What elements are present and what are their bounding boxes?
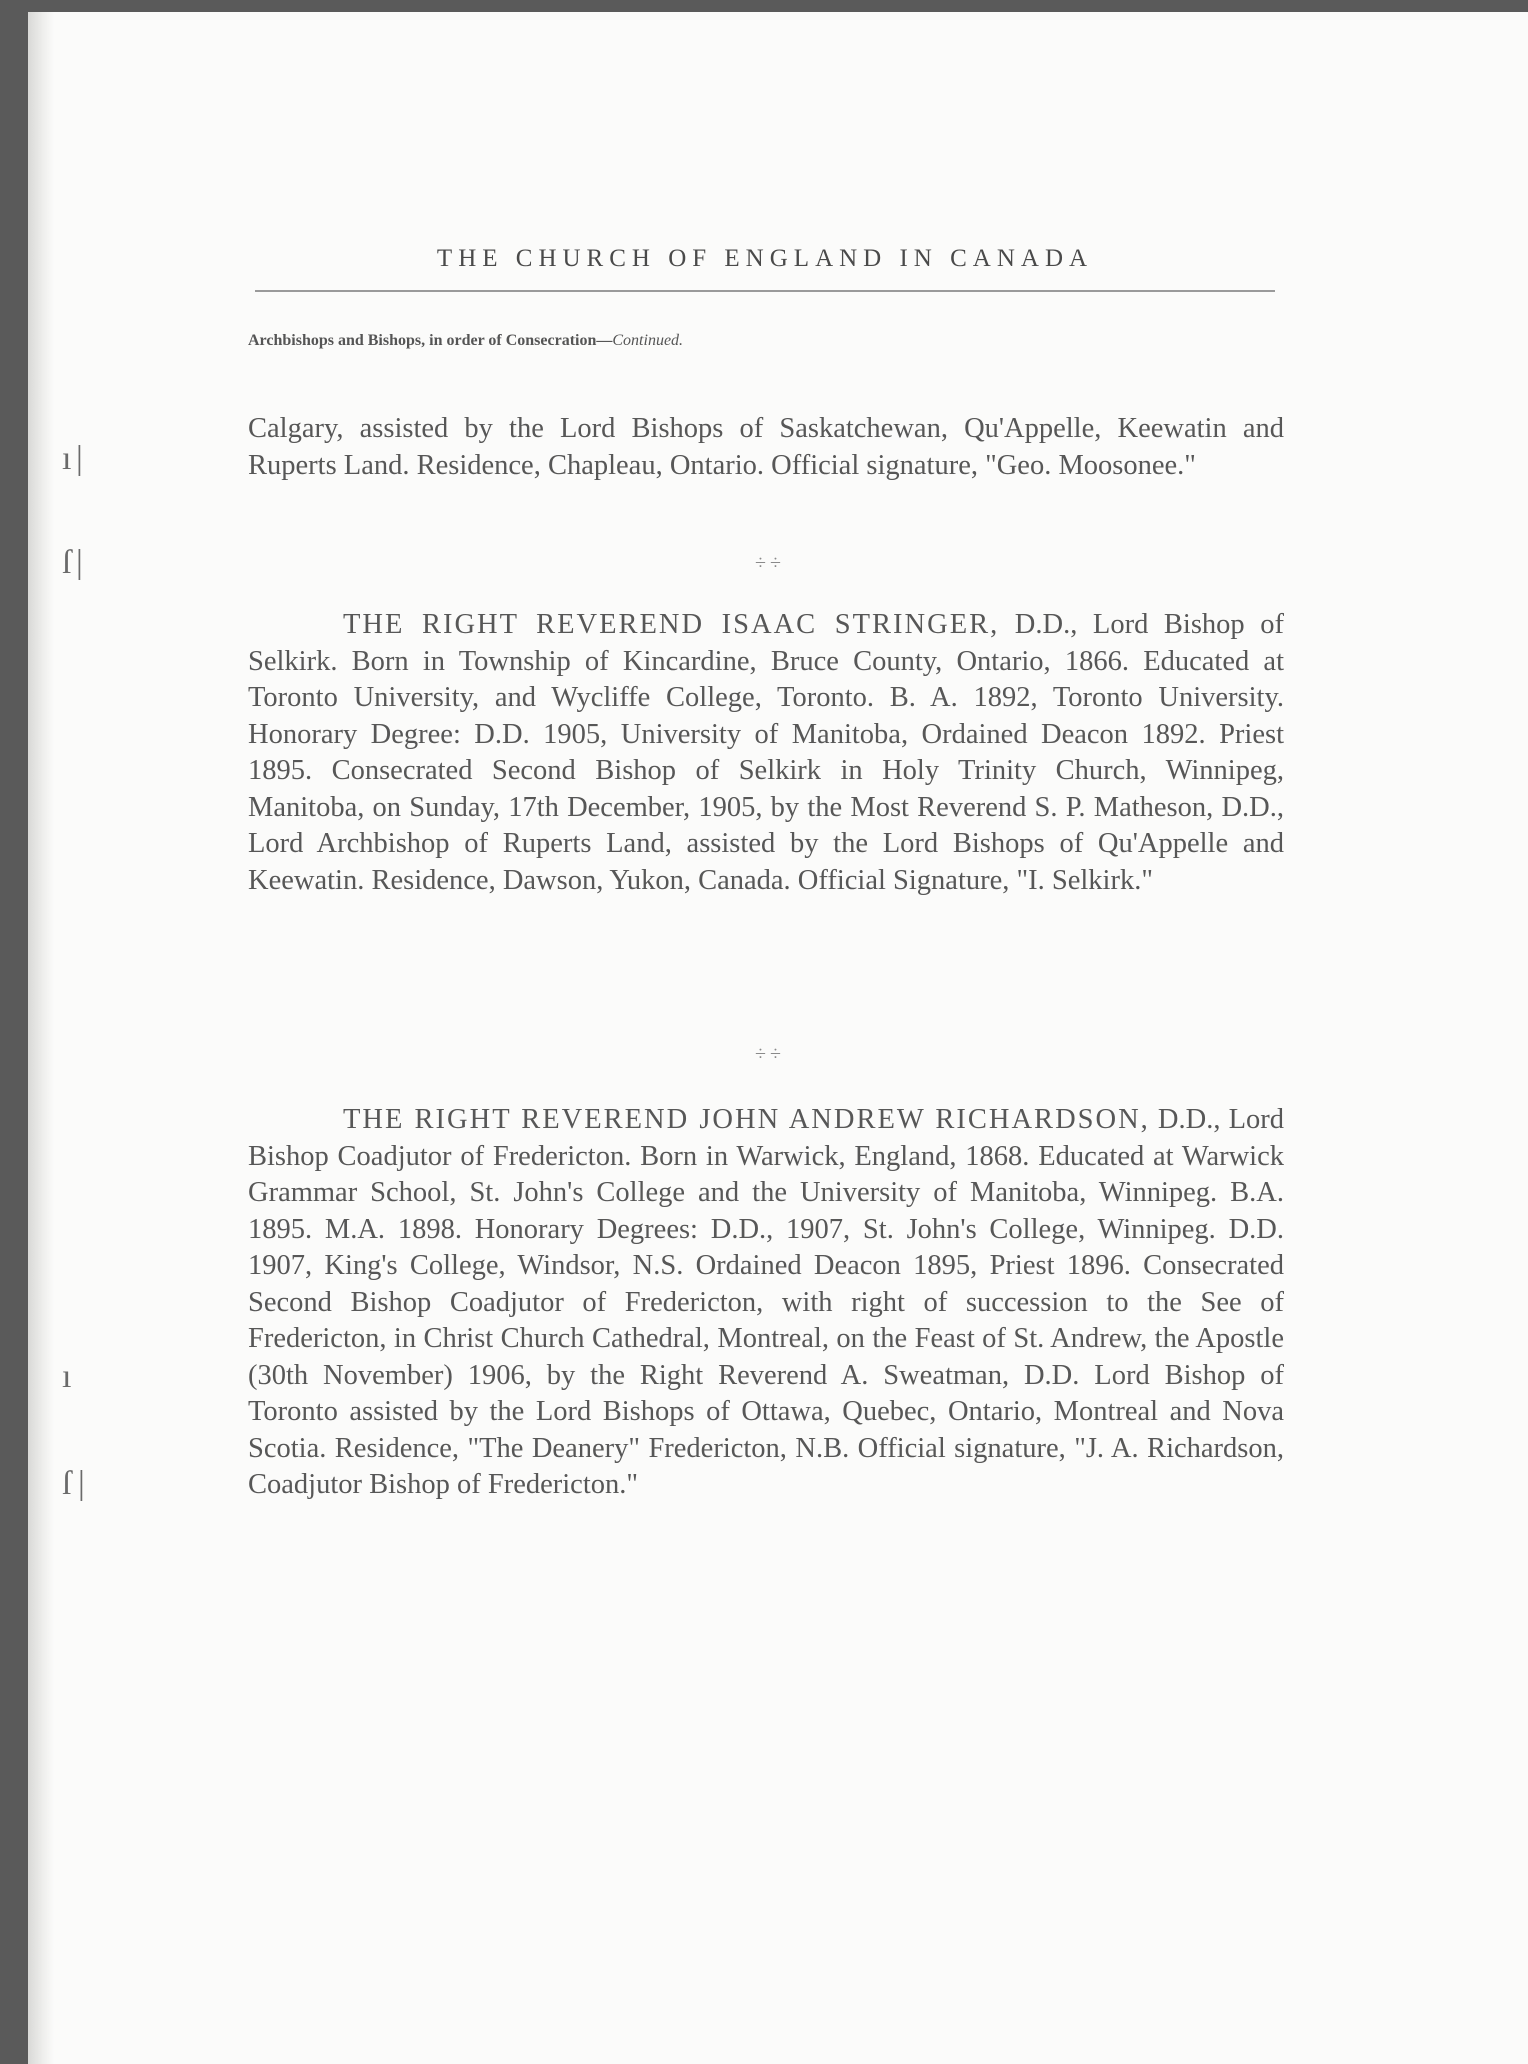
section-subhead (248, 332, 683, 350)
section-divider: ÷÷ (755, 552, 785, 574)
entry-lead: THE RIGHT REVEREND JOHN ANDREW RICHARDSON, (343, 1104, 1150, 1135)
entry-lead: THE RIGHT REVEREND ISAAC STRINGER, (343, 609, 1000, 640)
entry-text: D.D., Lord Bishop of Selkirk. Born in Township of Kincardine, Bruce County, Ontario, 1866. Educated at Toronto University, and Wycliffe College, Toronto. B. A. 1892, Toronto University. Honorary Degree: D.D. 1905, University of Manitoba, Ordained Deacon 1892. Priest 1895. Consecrated Second Bishop of Selkirk in Holy Trinity Church, Winnipeg, Manitoba, on Sunday, 17th December, 1905, by the Most Reverend S. P. Matheson, D.D., Lord Archbishop of Ruperts Land, assisted by the Lord Bishops of Qu'Appelle and Keewatin. Residence, Dawson, Yukon, Canada. Official Signature, "I. Selkirk." (248, 609, 1284, 896)
entry-paragraph (248, 1102, 1284, 1504)
margin-mark: | (76, 544, 83, 581)
margin-mark: ı (62, 1358, 72, 1395)
subhead-continued: Continued. (612, 332, 684, 349)
running-head: THE CHURCH OF ENGLAND IN CANADA (436, 245, 1094, 272)
entry-paragraph (248, 411, 1284, 484)
document-page (28, 12, 1528, 2064)
subhead-text: Archbishops and Bishops, in order of Consecration— (248, 332, 613, 349)
margin-mark: ſ (62, 544, 72, 581)
margin-mark: | (78, 1465, 85, 1502)
section-divider: ÷÷ (755, 1043, 785, 1065)
margin-mark: | (76, 440, 83, 477)
margin-mark: ſ (62, 1465, 72, 1502)
entry-paragraph (248, 607, 1284, 899)
entry-text: Calgary, assisted by the Lord Bishops of Saskatchewan, Qu'Appelle, Keewatin and Ruperts Land. Residence, Chapleau, Ontario. Official signature, "Geo. Moosonee." (248, 413, 1284, 481)
page-binding-edge (28, 12, 54, 2064)
header-rule (255, 290, 1275, 292)
margin-mark: ı (62, 440, 72, 477)
entry-text: D.D., Lord Bishop Coadjutor of Fredericton. Born in Warwick, England, 1868. Educated at Warwick Grammar School, St. John's College and the University of Manitoba, Winnipeg. B.A. 1895. M.A. 1898. Honorary Degrees: D.D., 1907, St. John's College, Winnipeg. D.D. 1907, King's College, Windsor, N.S. Ordained Deacon 1895, Priest 1896. Consecrated Second Bishop Coadjutor of Fredericton, with right of succession to the See of Fredericton, in Christ Church Cathedral, Montreal, on the Feast of St. Andrew, the Apostle (30th November) 1906, by the Right Reverend A. Sweatman, D.D. Lord Bishop of Toronto assisted by the Lord Bishops of Ottawa, Quebec, Ontario, Montreal and Nova Scotia. Residence, "The Deanery" Fredericton, N.B. Official signature, "J. A. Richardson, Coadjutor Bishop of Fredericton." (248, 1104, 1284, 1500)
